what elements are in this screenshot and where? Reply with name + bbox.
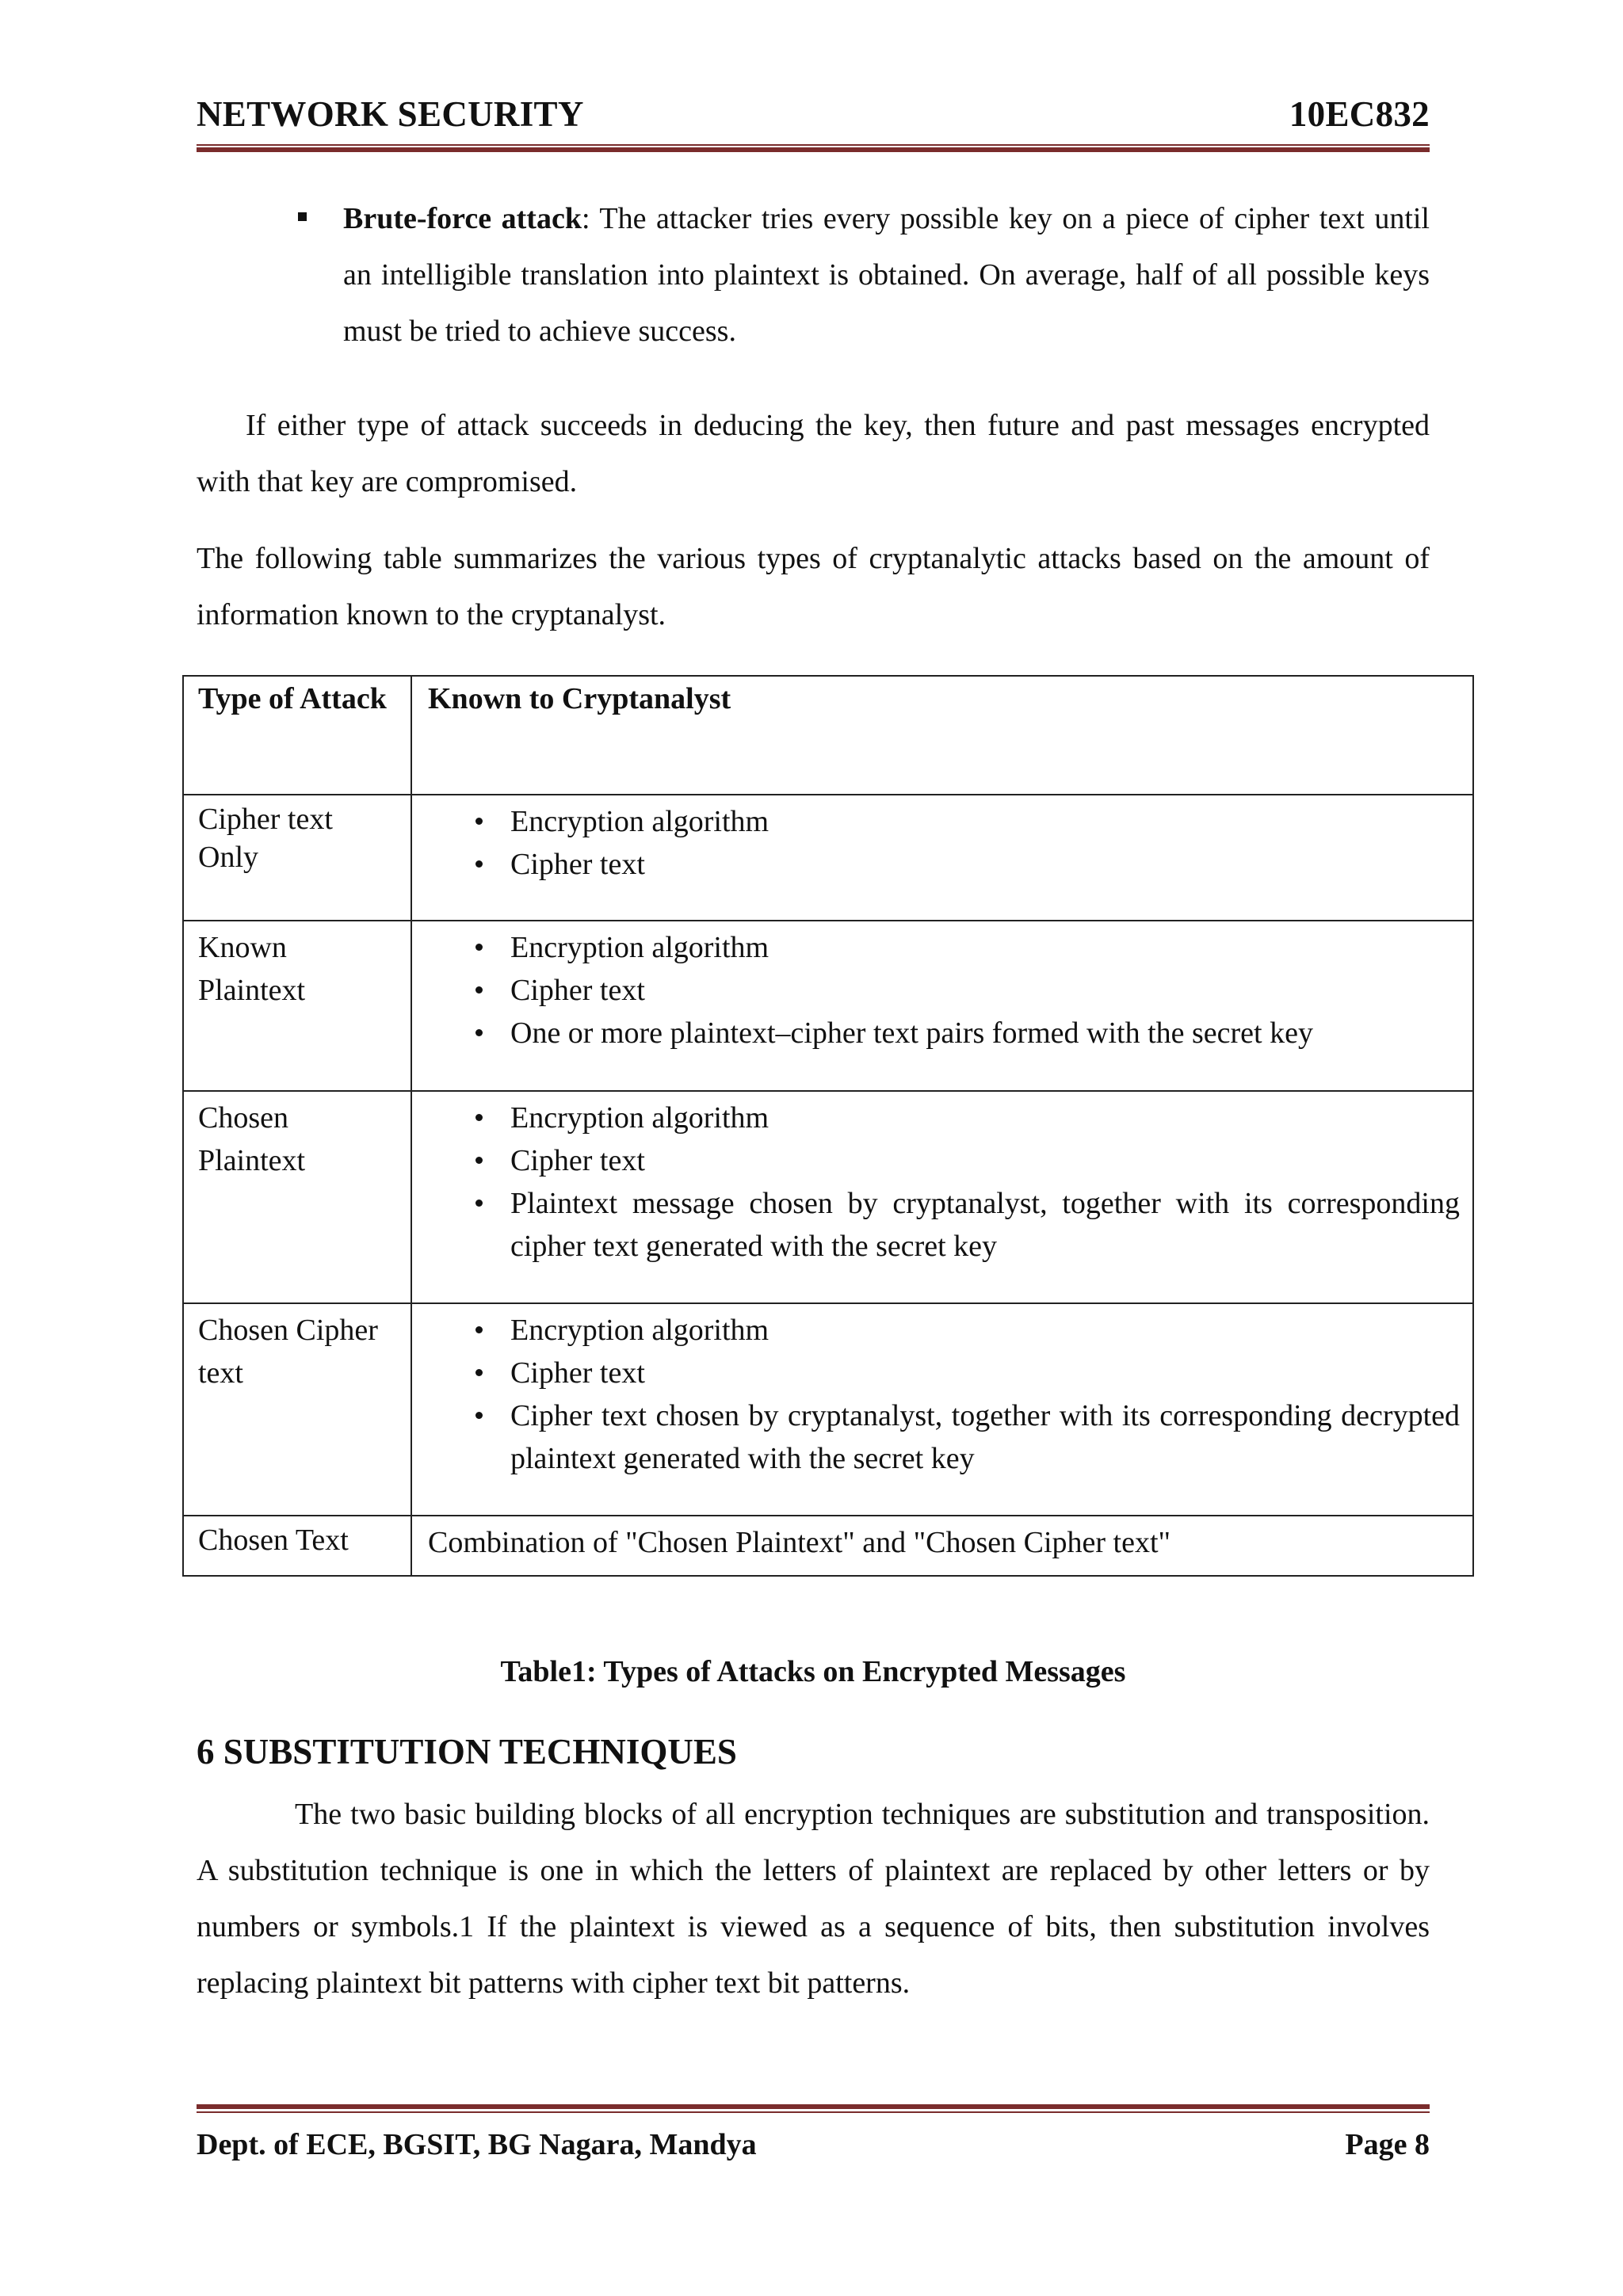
list-item: Cipher text <box>412 1352 1460 1394</box>
table-row <box>183 1303 1473 1516</box>
header-title: NETWORK SECURITY <box>197 94 584 134</box>
table-caption: Table1: Types of Attacks on Encrypted Messages <box>500 1655 1126 1688</box>
list-item: One or more plaintext–cipher text pairs formed with the secret key <box>412 1012 1460 1055</box>
footer-rule-thick <box>197 2104 1430 2109</box>
list-item: Encryption algorithm <box>412 926 1460 969</box>
attack-type: Chosen Plaintext <box>198 1101 306 1177</box>
page-number: Page 8 <box>1345 2128 1430 2161</box>
table-row <box>183 921 1473 1091</box>
square-bullet-icon <box>298 212 307 221</box>
table-row <box>183 795 1473 921</box>
paragraph-compromise: If either type of attack succeeds in deducing the key, then future and past messages encrypted with that key are compromised. <box>197 409 1430 498</box>
header-course-code: 10EC832 <box>1289 94 1430 134</box>
known-combination-text: Combination of "Chosen Plaintext" and "Chosen Cipher text" <box>428 1526 1171 1559</box>
known-items-list <box>412 1309 1460 1480</box>
attack-type: Known Plaintext <box>198 931 306 1007</box>
bullet-term: Brute-force attack <box>343 202 582 235</box>
attack-types-table <box>182 675 1474 1577</box>
list-item: Encryption algorithm <box>412 800 1460 843</box>
list-item: Cipher text chosen by cryptanalyst, together with its corresponding decrypted plaintext generated with the secret key <box>412 1394 1460 1480</box>
section-paragraph: The two basic building blocks of all encryption techniques are substitution and transposition. A substitution technique is one in which the letters of plaintext are replaced by other letters or by numbers or symbols.1 If the plaintext is viewed as a sequence of bits, then substitution involves replacing plaintext bit patterns with cipher text bit patterns. <box>197 1798 1430 2000</box>
known-items-list <box>412 1097 1460 1268</box>
list-item: Plaintext message chosen by cryptanalyst, together with its corresponding cipher text generated with the secret key <box>412 1182 1460 1268</box>
bullet-description: : The attacker tries every possible key on a piece of cipher text until an intelligible translation into plaintext is obtained. On average, half of all possible keys must be tried to achieve success. <box>343 202 1430 348</box>
list-item: Encryption algorithm <box>412 1097 1460 1139</box>
table-row <box>183 1516 1473 1576</box>
list-item: Cipher text <box>412 843 1460 886</box>
header-rule-thick <box>197 147 1430 152</box>
known-items-list <box>412 926 1460 1055</box>
paragraph-table-intro: The following table summarizes the various types of cryptanalytic attacks based on the amount of information known to the cryptanalyst. <box>197 542 1430 631</box>
footer-department: Dept. of ECE, BGSIT, BG Nagara, Mandya <box>197 2128 757 2161</box>
header-type-of-attack: Type of Attack <box>198 682 387 715</box>
attack-type: Chosen Cipher text <box>198 1314 378 1390</box>
known-items-list <box>412 800 1460 886</box>
section-heading: 6 SUBSTITUTION TECHNIQUES <box>197 1732 737 1772</box>
header-known-to-cryptanalyst: Known to Cryptanalyst <box>428 682 731 715</box>
page-header <box>197 93 1430 144</box>
attack-type: Chosen Text <box>198 1524 349 1557</box>
header-rule-thin <box>197 144 1430 146</box>
list-item: Encryption algorithm <box>412 1309 1460 1352</box>
table-header-row <box>183 676 1473 795</box>
list-item: Cipher text <box>412 1139 1460 1182</box>
bullet-text <box>343 191 1430 360</box>
table-row <box>183 1091 1473 1303</box>
footer-rule-thin <box>197 2111 1430 2113</box>
list-item: Cipher text <box>412 969 1460 1012</box>
attack-type: Cipher text Only <box>198 803 333 874</box>
